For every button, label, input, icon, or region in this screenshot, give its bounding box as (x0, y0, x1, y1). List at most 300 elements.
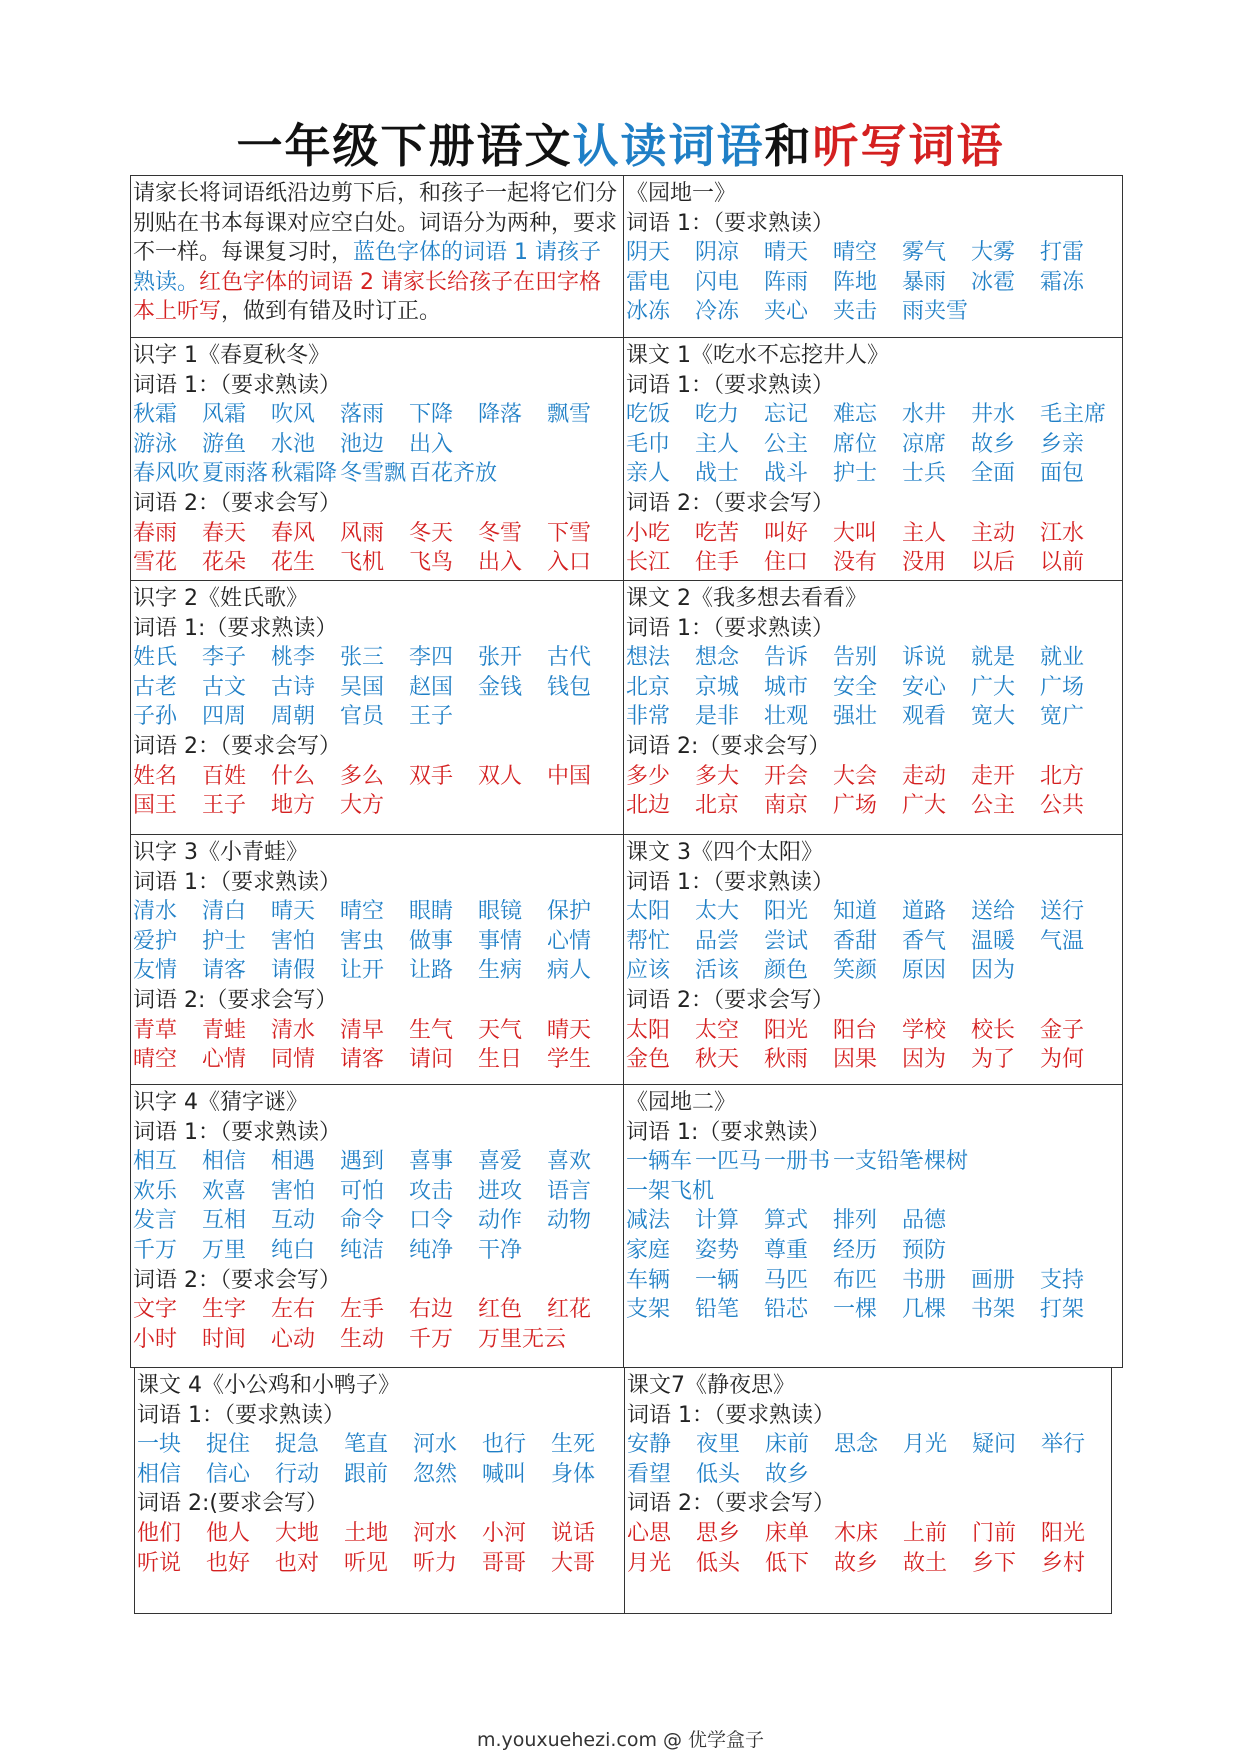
write-word: 听说 (137, 1550, 182, 1576)
write-word: 王子 (202, 793, 247, 819)
blue-word-row (627, 1430, 1111, 1460)
write-word: 没用 (902, 550, 947, 576)
write-word: 出入 (478, 550, 523, 576)
read-word: 井水 (971, 402, 1016, 428)
lesson-title: 识字 3《小青蛙》 (133, 840, 308, 865)
read-word: 马匹 (764, 1267, 809, 1293)
write-word: 生日 (478, 1047, 523, 1073)
read-word: 古诗 (271, 674, 316, 700)
read-word: 支持 (1040, 1267, 1085, 1293)
write-word: 金色 (626, 1047, 671, 1073)
read-word: 保护 (547, 899, 592, 925)
write-word: 太阳 (626, 1017, 671, 1043)
read-word: 害怕 (271, 1178, 316, 1204)
read-word: 口令 (409, 1208, 454, 1234)
lesson-title: 课文7《静夜思》 (627, 1373, 795, 1398)
read-word: 难忘 (833, 402, 878, 428)
read-word: 原因 (902, 958, 947, 984)
write-word: 北方 (1040, 763, 1085, 789)
read-word: 相互 (133, 1149, 178, 1175)
write-word: 因为 (902, 1047, 947, 1073)
read-word: 可怕 (340, 1178, 385, 1204)
read-word: 尝试 (764, 928, 809, 954)
blue-word-row (133, 459, 623, 489)
write-word: 大地 (275, 1520, 320, 1546)
read-word: 风霜 (202, 402, 247, 428)
read-word: 古代 (547, 645, 592, 671)
lesson-title: 识字 1《春夏秋冬》 (133, 343, 330, 368)
read-word: 晴天 (271, 899, 316, 925)
write-word: 地方 (271, 793, 316, 819)
write-word: 青草 (133, 1017, 178, 1043)
read-word: 主人 (695, 431, 740, 457)
read-word: 吴国 (340, 674, 385, 700)
read-word: 捉急 (275, 1432, 320, 1458)
read-word: 吃力 (695, 402, 740, 428)
read-word: 干净 (478, 1237, 523, 1263)
read-word: 一匹马 (695, 1149, 762, 1175)
read-word: 纯洁 (340, 1237, 385, 1263)
write-word: 阳台 (833, 1017, 878, 1043)
write-word: 金子 (1040, 1017, 1085, 1043)
read-word: 温暖 (971, 928, 1016, 954)
write-word: 主人 (902, 520, 947, 546)
read-word: 生病 (478, 958, 523, 984)
blue-word-row (626, 297, 1122, 327)
read-word: 冰冻 (626, 299, 671, 325)
write-word: 思乡 (696, 1520, 741, 1546)
read-word: 席位 (833, 431, 878, 457)
read-word: 阵雨 (764, 269, 809, 295)
read-word: 阵地 (833, 269, 878, 295)
blue-word-row (626, 430, 1122, 460)
read-word: 气温 (1040, 928, 1085, 954)
read-word: 应该 (626, 958, 671, 984)
read-word: 笔直 (344, 1432, 389, 1458)
write-word: 故土 (903, 1550, 948, 1576)
read-word: 想法 (626, 645, 671, 671)
read-word: 广场 (1040, 674, 1085, 700)
read-word: 阴凉 (695, 240, 740, 266)
blue-word-row (133, 702, 623, 732)
write-word: 秋雨 (764, 1047, 809, 1073)
blue-word-row (133, 927, 623, 957)
red-word-row (133, 548, 623, 578)
intro-cell (131, 176, 624, 338)
red-word-row (627, 1519, 1111, 1549)
write-word: 风雨 (340, 520, 385, 546)
read-word: 河水 (413, 1432, 458, 1458)
read-word: 一辆 (695, 1267, 740, 1293)
read-word: 就业 (1040, 645, 1085, 671)
blue-word-row (626, 927, 1122, 957)
read-word: 古老 (133, 674, 178, 700)
read-word: 纯白 (271, 1237, 316, 1263)
write-word: 生动 (340, 1326, 385, 1352)
read-word: 赵国 (409, 674, 454, 700)
write-word: 春风 (271, 520, 316, 546)
red-word-row (137, 1519, 624, 1549)
vocab-table-bottom (134, 1367, 1112, 1614)
words-2-heading: 词语 2：（要求会写） (133, 1267, 341, 1293)
words-1-heading: 词语 1：（要求熟读） (626, 615, 834, 641)
blue-word-row (626, 1147, 1122, 1177)
write-word: 故乡 (834, 1550, 879, 1576)
write-word: 天气 (478, 1017, 523, 1043)
read-word: 害怕 (271, 928, 316, 954)
read-word: 一辆车 (626, 1149, 693, 1175)
write-word: 为何 (1040, 1047, 1085, 1073)
read-word: 捉住 (206, 1432, 251, 1458)
red-word-row (626, 791, 1122, 821)
read-word: 爱护 (133, 928, 178, 954)
read-word: 强壮 (833, 704, 878, 730)
red-word-row (133, 519, 623, 549)
red-word-row (626, 548, 1122, 578)
write-word: 心思 (627, 1520, 672, 1546)
red-word-row (627, 1549, 1111, 1579)
read-word: 落雨 (340, 402, 385, 428)
write-word: 多大 (695, 763, 740, 789)
write-word: 百姓 (202, 763, 247, 789)
read-word: 一棵 (833, 1297, 878, 1323)
lesson-cell (131, 338, 624, 581)
lesson-cell (135, 1368, 625, 1614)
write-word: 双手 (409, 763, 454, 789)
write-word: 双人 (478, 763, 523, 789)
read-word: 阳光 (764, 899, 809, 925)
red-word-row (133, 1045, 623, 1075)
write-word: 土地 (344, 1520, 389, 1546)
read-word: 道路 (902, 899, 947, 925)
read-word: 观看 (902, 704, 947, 730)
read-word: 故乡 (971, 431, 1016, 457)
read-word: 诉说 (902, 645, 947, 671)
read-word: 忽然 (413, 1461, 458, 1487)
blue-word-row (133, 643, 623, 673)
read-word: 降落 (478, 402, 523, 428)
read-word: 举行 (1041, 1432, 1086, 1458)
blue-word-row (626, 956, 1122, 986)
write-word: 入口 (547, 550, 592, 576)
title-part-3: 和 (764, 119, 813, 173)
read-word: 颜色 (764, 958, 809, 984)
read-word: 阴天 (626, 240, 671, 266)
blue-word-row (626, 1177, 1122, 1207)
read-word: 告诉 (764, 645, 809, 671)
read-word: 子孙 (133, 704, 178, 730)
read-word: 姿势 (695, 1237, 740, 1263)
read-word: 家庭 (626, 1237, 671, 1263)
write-word: 以前 (1040, 550, 1085, 576)
read-word: 夹心 (764, 299, 809, 325)
write-word: 冬天 (409, 520, 454, 546)
read-word: 做事 (409, 928, 454, 954)
read-word: 清白 (202, 899, 247, 925)
read-word: 忘记 (764, 402, 809, 428)
read-word: 喜欢 (547, 1149, 592, 1175)
page-title (0, 110, 1241, 176)
write-word: 小吃 (626, 520, 671, 546)
read-word: 品尝 (695, 928, 740, 954)
read-word: 百花齐放 (409, 461, 498, 487)
write-word: 花生 (271, 550, 316, 576)
blue-word-row (133, 1206, 623, 1236)
read-word: 动物 (547, 1208, 592, 1234)
read-word: 香甜 (833, 928, 878, 954)
read-word: 宽大 (971, 704, 1016, 730)
lesson-title: 识字 4《猜字谜》 (133, 1090, 308, 1115)
read-word: 信心 (206, 1461, 251, 1487)
read-word: 疑问 (972, 1432, 1017, 1458)
intro-red-instruction: 红色字体的词语 2 请家长给孩子在田字格本上听写 (133, 269, 602, 325)
read-word: 晴天 (764, 240, 809, 266)
words-1-heading: 词语 1：（要求熟读） (133, 372, 341, 398)
words-1-heading: 词语 1：（要求熟读） (627, 1402, 835, 1428)
read-word: 喜事 (409, 1149, 454, 1175)
lesson-cell (624, 176, 1123, 338)
read-word: 冬雪飘 (340, 461, 407, 487)
read-word: 雾气 (902, 240, 947, 266)
read-word: 一架飞机 (626, 1178, 715, 1204)
write-word: 学校 (902, 1017, 947, 1043)
blue-word-row (137, 1430, 624, 1460)
read-word: 让开 (340, 958, 385, 984)
read-word: 香气 (902, 928, 947, 954)
write-word: 公共 (1040, 793, 1085, 819)
lesson-title: 课文 4《小公鸡和小鸭子》 (137, 1373, 400, 1398)
write-word: 生气 (409, 1017, 454, 1043)
read-word: 战士 (695, 461, 740, 487)
read-word: 闪电 (695, 269, 740, 295)
words-1-heading: 词语 1：（要求熟读） (626, 372, 834, 398)
write-word: 木床 (834, 1520, 879, 1546)
write-word: 多么 (340, 763, 385, 789)
write-word: 住手 (695, 550, 740, 576)
read-word: 北京 (626, 674, 671, 700)
write-word: 左手 (340, 1297, 385, 1323)
read-word: 进攻 (478, 1178, 523, 1204)
read-word: 壮观 (764, 704, 809, 730)
write-word: 走动 (902, 763, 947, 789)
read-word: 周朝 (271, 704, 316, 730)
blue-word-row (626, 400, 1122, 430)
write-word: 低头 (696, 1550, 741, 1576)
write-word: 清早 (340, 1017, 385, 1043)
lesson-cell (131, 1085, 624, 1368)
words-1-heading: 词语 1:（要求熟读） (626, 1119, 831, 1145)
read-word: 告别 (833, 645, 878, 671)
read-word: 晴空 (340, 899, 385, 925)
read-word: 思念 (834, 1432, 879, 1458)
read-word: 排列 (833, 1208, 878, 1234)
read-word: 护士 (833, 461, 878, 487)
words-2-heading: 词语 2：（要求会写） (627, 1491, 835, 1517)
title-part-4: 听写词语 (812, 119, 1005, 173)
write-word: 下雪 (547, 520, 592, 546)
read-word: 活该 (695, 958, 740, 984)
read-word: 喜爱 (478, 1149, 523, 1175)
write-word: 请问 (409, 1047, 454, 1073)
read-word: 床前 (765, 1432, 810, 1458)
lesson-cell (624, 338, 1123, 581)
write-word: 广大 (902, 793, 947, 819)
words-1-heading: 词语 1：（要求熟读） (137, 1402, 345, 1428)
read-word: 夜里 (696, 1432, 741, 1458)
write-word: 花朵 (202, 550, 247, 576)
intro-text-end: ，做到有错及时订正。 (221, 299, 442, 325)
write-word: 校长 (971, 1017, 1016, 1043)
read-word: 秋霜降 (271, 461, 338, 487)
lesson-title: 课文 1《吃水不忘挖井人》 (626, 343, 889, 368)
write-word: 万里无云 (478, 1326, 567, 1352)
write-word: 同情 (271, 1047, 316, 1073)
write-word: 红花 (547, 1297, 592, 1323)
read-word: 出入 (409, 431, 454, 457)
read-word: 冷冻 (695, 299, 740, 325)
read-word: 布匹 (833, 1267, 878, 1293)
blue-word-row (626, 1266, 1122, 1296)
read-word: 夏雨落 (202, 461, 269, 487)
read-word: 打雷 (1040, 240, 1085, 266)
blue-word-row (133, 897, 623, 927)
write-word: 叫好 (764, 520, 809, 546)
read-word: 战斗 (764, 461, 809, 487)
write-word: 低下 (765, 1550, 810, 1576)
read-word: 铅笔 (695, 1297, 740, 1323)
write-word: 吃苦 (695, 520, 740, 546)
read-word: 互动 (271, 1208, 316, 1234)
write-word: 心情 (202, 1047, 247, 1073)
read-word: 池边 (340, 431, 385, 457)
blue-word-row (626, 238, 1122, 268)
read-word: 算式 (764, 1208, 809, 1234)
write-word: 也好 (206, 1550, 251, 1576)
lesson-cell (624, 835, 1123, 1085)
read-word: 预防 (902, 1237, 947, 1263)
read-word: 欢乐 (133, 1178, 178, 1204)
vocab-table (130, 175, 1123, 1368)
write-word: 飞鸟 (409, 550, 454, 576)
read-word: 广大 (971, 674, 1016, 700)
red-word-row (133, 1325, 623, 1355)
read-word: 攻击 (409, 1178, 454, 1204)
blue-word-row (133, 673, 623, 703)
write-word: 河水 (413, 1520, 458, 1546)
words-2-heading: 词语 2：（要求会写） (133, 733, 341, 759)
read-word: 也行 (482, 1432, 527, 1458)
lesson-cell (624, 581, 1123, 835)
write-word: 阳光 (764, 1017, 809, 1043)
red-word-row (626, 762, 1122, 792)
read-word: 因为 (971, 958, 1016, 984)
write-word: 心动 (271, 1326, 316, 1352)
title-part-1: 一年级下册语文 (236, 119, 573, 173)
read-word: 品德 (902, 1208, 947, 1234)
read-word: 眼镜 (478, 899, 523, 925)
red-word-row (133, 791, 623, 821)
write-word: 冬雪 (478, 520, 523, 546)
write-word: 阳光 (1041, 1520, 1086, 1546)
read-word: 安全 (833, 674, 878, 700)
write-word: 公主 (971, 793, 1016, 819)
read-word: 一块 (137, 1432, 182, 1458)
read-word: 桃李 (271, 645, 316, 671)
words-1-heading: 词语 1：（要求熟读） (133, 1119, 341, 1145)
read-word: 送行 (1040, 899, 1085, 925)
blue-word-row (626, 1236, 1122, 1266)
lesson-title: 课文 2《我多想去看看》 (626, 586, 867, 611)
blue-word-row (133, 1236, 623, 1266)
read-word: 乡亲 (1040, 431, 1085, 457)
blue-word-row (626, 643, 1122, 673)
read-word: 跟前 (344, 1461, 389, 1487)
read-word: 故乡 (765, 1461, 810, 1487)
read-word: 飘雪 (547, 402, 592, 428)
read-word: 送给 (971, 899, 1016, 925)
read-word: 让路 (409, 958, 454, 984)
read-word: 姓氏 (133, 645, 178, 671)
read-word: 互相 (202, 1208, 247, 1234)
write-word: 什么 (271, 763, 316, 789)
read-word: 相信 (202, 1149, 247, 1175)
read-word: 欢喜 (202, 1178, 247, 1204)
read-word: 是非 (695, 704, 740, 730)
read-word: 毛巾 (626, 431, 671, 457)
write-word: 秋天 (695, 1047, 740, 1073)
read-word: 太阳 (626, 899, 671, 925)
blue-word-row (627, 1460, 1111, 1490)
read-word: 王子 (409, 704, 454, 730)
read-word: 秋霜 (133, 402, 178, 428)
blue-word-row (626, 1206, 1122, 1236)
read-word: 害虫 (340, 928, 385, 954)
read-word: 帮忙 (626, 928, 671, 954)
write-word: 文字 (133, 1297, 178, 1323)
read-word: 请假 (271, 958, 316, 984)
blue-word-row (626, 673, 1122, 703)
read-word: 士兵 (902, 461, 947, 487)
write-word: 月光 (627, 1550, 672, 1576)
read-word: 宽广 (1040, 704, 1085, 730)
write-word: 小时 (133, 1326, 178, 1352)
read-word: 张三 (340, 645, 385, 671)
blue-word-row (133, 1177, 623, 1207)
write-word: 上前 (903, 1520, 948, 1546)
lesson-cell (131, 581, 624, 835)
read-word: 支架 (626, 1297, 671, 1323)
read-word: 心情 (547, 928, 592, 954)
blue-word-row (626, 1295, 1122, 1325)
read-word: 冰雹 (971, 269, 1016, 295)
blue-word-row (133, 1147, 623, 1177)
read-word: 暴雨 (902, 269, 947, 295)
read-word: 夹击 (833, 299, 878, 325)
read-word: 游泳 (133, 431, 178, 457)
read-word: 减法 (626, 1208, 671, 1234)
blue-word-row (626, 459, 1122, 489)
read-word: 亲人 (626, 461, 671, 487)
read-word: 钱包 (547, 674, 592, 700)
read-word: 游鱼 (202, 431, 247, 457)
read-word: 面包 (1040, 461, 1085, 487)
blue-word-row (626, 897, 1122, 927)
write-word: 右边 (409, 1297, 454, 1323)
read-word: 一棵树 (902, 1149, 969, 1175)
read-word: 月光 (903, 1432, 948, 1458)
read-word: 病人 (547, 958, 592, 984)
read-word: 万里 (202, 1237, 247, 1263)
